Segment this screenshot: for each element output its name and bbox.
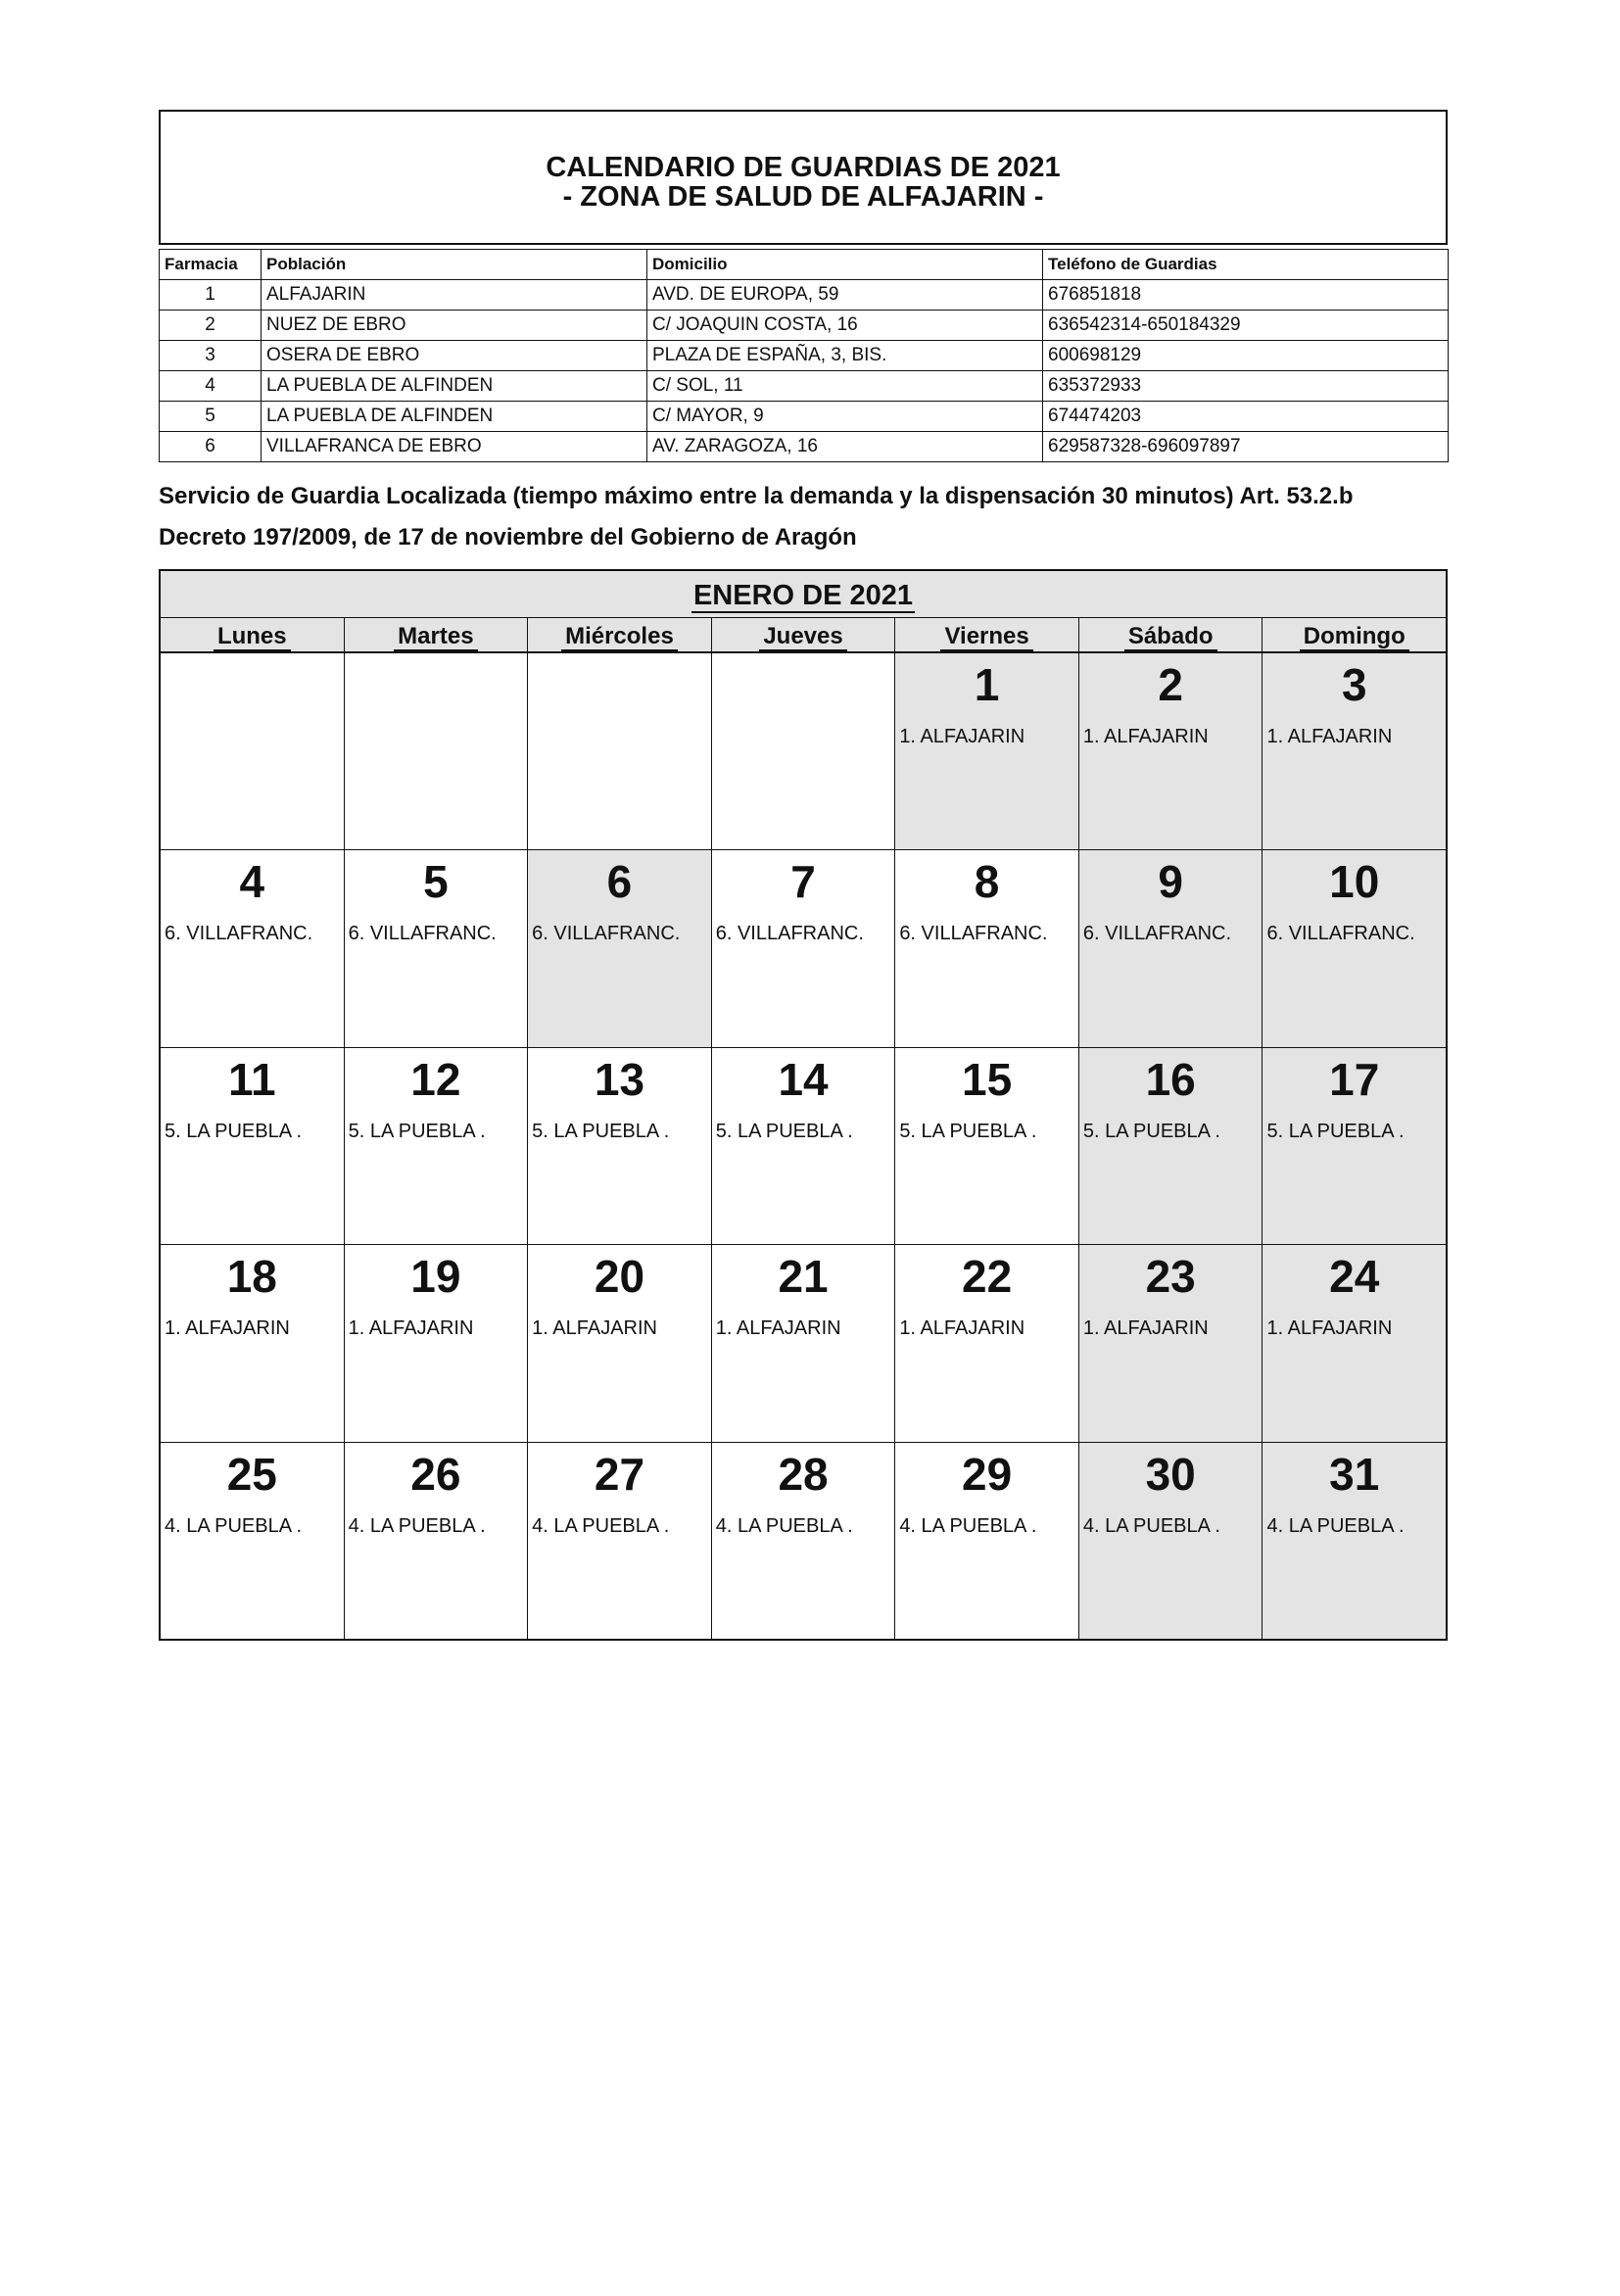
pharmacy-table-header: [160, 250, 1449, 280]
duty-pharmacy: 4. LA PUEBLA .: [532, 1514, 670, 1537]
pharmacy-town: LA PUEBLA DE ALFINDEN: [262, 371, 647, 402]
day-number: 15: [962, 1053, 1013, 1105]
calendar-day-cell: [712, 850, 896, 1046]
calendar-day-cell: [528, 1245, 712, 1441]
calendar: [159, 569, 1448, 1641]
day-number: 3: [1341, 659, 1367, 710]
calendar-day-cell: [712, 1048, 896, 1244]
legal-note-line2: Decreto 197/2009, de 17 de noviembre del Gobierno de Aragón: [159, 524, 857, 550]
weekday-header: [1263, 618, 1446, 651]
weekday-header: [712, 618, 896, 651]
day-number: 28: [778, 1448, 829, 1500]
column-header-telefono: Teléfono de Guardias: [1043, 250, 1449, 280]
calendar-day-cell: [528, 653, 712, 849]
day-number: 13: [594, 1053, 645, 1105]
day-number: 16: [1145, 1053, 1196, 1105]
duty-pharmacy: 1. ALFAJARIN: [165, 1317, 290, 1340]
calendar-day-cell: [895, 850, 1079, 1046]
pharmacy-phone: 635372933: [1043, 371, 1449, 402]
day-number: 2: [1158, 659, 1183, 710]
calendar-day-cell: [345, 1245, 529, 1441]
table-row: [160, 280, 1449, 311]
calendar-month-title: ENERO DE 2021: [161, 571, 1446, 618]
day-number: 6: [606, 856, 633, 908]
calendar-day-cell: [895, 1245, 1079, 1441]
duty-pharmacy: 6. VILLAFRANC.: [165, 923, 313, 945]
duty-pharmacy: 4. LA PUEBLA .: [1266, 1514, 1405, 1537]
pharmacy-address: AVD. DE EUROPA, 59: [647, 280, 1043, 311]
duty-pharmacy: 5. LA PUEBLA .: [348, 1120, 486, 1142]
calendar-day-cell: [161, 653, 345, 849]
calendar-day-cell: [1079, 1048, 1263, 1244]
weekday-label: Miércoles: [561, 623, 678, 651]
day-number: 11: [227, 1053, 276, 1105]
column-header-poblacion: Población: [262, 250, 647, 280]
calendar-day-cell: [895, 1048, 1079, 1244]
calendar-day-cell: [161, 850, 345, 1046]
calendar-day-cell: [1079, 1245, 1263, 1441]
calendar-day-cell: [161, 1443, 345, 1639]
column-header-domicilio: Domicilio: [647, 250, 1043, 280]
duty-pharmacy: 5. LA PUEBLA .: [165, 1120, 303, 1142]
duty-pharmacy: 4. LA PUEBLA .: [899, 1514, 1037, 1537]
day-number: 9: [1158, 856, 1183, 908]
day-number: 10: [1329, 856, 1380, 908]
pharmacy-phone: 674474203: [1043, 402, 1449, 432]
pharmacy-town: OSERA DE EBRO: [262, 341, 647, 371]
calendar-week-row: [161, 1048, 1446, 1245]
weekday-header: [528, 618, 712, 651]
day-number: 17: [1329, 1053, 1380, 1105]
pharmacy-address: C/ SOL, 11: [647, 371, 1043, 402]
day-number: 8: [974, 856, 1000, 908]
calendar-day-cell: [1079, 850, 1263, 1046]
calendar-day-cell: [1263, 1443, 1446, 1639]
day-number: 12: [410, 1053, 461, 1105]
day-number: 27: [594, 1448, 645, 1500]
calendar-week-row: [161, 1443, 1446, 1639]
calendar-day-cell: [1079, 653, 1263, 849]
weekday-header: [345, 618, 529, 651]
pharmacy-number: 1: [160, 280, 262, 311]
day-number: 21: [778, 1251, 829, 1303]
day-number: 25: [226, 1448, 277, 1500]
pharmacy-address: C/ JOAQUIN COSTA, 16: [647, 311, 1043, 341]
pharmacy-number: 6: [160, 432, 262, 462]
weekday-header: [1079, 618, 1263, 651]
calendar-week-row: [161, 1245, 1446, 1442]
calendar-day-cell: [528, 1443, 712, 1639]
duty-pharmacy: 5. LA PUEBLA .: [532, 1120, 670, 1142]
calendar-weeks: [161, 653, 1446, 1639]
weekday-header: [895, 618, 1079, 651]
day-number: 26: [410, 1448, 461, 1500]
pharmacy-town: ALFAJARIN: [262, 280, 647, 311]
duty-pharmacy: 6. VILLAFRANC.: [1082, 923, 1232, 945]
duty-pharmacy: 6. VILLAFRANC.: [348, 923, 497, 945]
weekday-label: Domingo: [1300, 623, 1409, 651]
calendar-day-cell: [161, 1048, 345, 1244]
calendar-day-cell: [712, 653, 896, 849]
calendar-day-cell: [1263, 1245, 1446, 1441]
calendar-week-row: [161, 850, 1446, 1047]
duty-pharmacy: 1. ALFAJARIN: [899, 1317, 1025, 1340]
document-title: CALENDARIO DE GUARDIAS DE 2021: [546, 152, 1061, 183]
day-number: 19: [410, 1251, 461, 1303]
duty-pharmacy: 5. LA PUEBLA .: [1082, 1120, 1220, 1142]
duty-pharmacy: 1. ALFAJARIN: [1266, 1317, 1393, 1340]
weekday-header-row: [161, 618, 1446, 653]
calendar-day-cell: [1263, 1048, 1446, 1244]
calendar-day-cell: [345, 653, 529, 849]
pharmacy-phone: 629587328-696097897: [1043, 432, 1449, 462]
day-number: 7: [790, 856, 816, 908]
day-number: 14: [778, 1053, 829, 1105]
calendar-day-cell: [345, 1443, 529, 1639]
table-row: [160, 311, 1449, 341]
duty-pharmacy: 1. ALFAJARIN: [715, 1317, 841, 1340]
table-row: [160, 402, 1449, 432]
duty-pharmacy: 1. ALFAJARIN: [899, 726, 1025, 747]
duty-pharmacy: 1. ALFAJARIN: [532, 1317, 657, 1340]
calendar-day-cell: [895, 1443, 1079, 1639]
pharmacy-number: 2: [160, 311, 262, 341]
column-header-farmacia: Farmacia: [160, 250, 262, 280]
pharmacy-phone: 600698129: [1043, 341, 1449, 371]
pharmacy-table: [159, 249, 1449, 462]
duty-pharmacy: 1. ALFAJARIN: [1082, 726, 1209, 747]
calendar-day-cell: [528, 850, 712, 1046]
duty-pharmacy: 6. VILLAFRANC.: [715, 923, 864, 945]
pharmacy-town: NUEZ DE EBRO: [262, 311, 647, 341]
duty-pharmacy: 5. LA PUEBLA .: [715, 1120, 853, 1142]
pharmacy-number: 5: [160, 402, 262, 432]
pharmacy-phone: 636542314-650184329: [1043, 311, 1449, 341]
duty-pharmacy: 6. VILLAFRANC.: [1266, 923, 1415, 945]
weekday-header: [161, 618, 345, 651]
calendar-day-cell: [1263, 850, 1446, 1046]
duty-pharmacy: 6. VILLAFRANC.: [532, 923, 681, 945]
calendar-day-cell: [712, 1245, 896, 1441]
pharmacy-address: AV. ZARAGOZA, 16: [647, 432, 1043, 462]
pharmacy-address: PLAZA DE ESPAÑA, 3, BIS.: [647, 341, 1043, 371]
day-number: 30: [1145, 1448, 1196, 1500]
table-row: [160, 341, 1449, 371]
day-number: 18: [226, 1251, 277, 1303]
duty-pharmacy: 5. LA PUEBLA .: [899, 1120, 1037, 1142]
calendar-week-row: [161, 653, 1446, 850]
duty-pharmacy: 4. LA PUEBLA .: [715, 1514, 853, 1537]
duty-pharmacy: 4. LA PUEBLA .: [1082, 1514, 1220, 1537]
day-number: 29: [962, 1448, 1013, 1500]
pharmacy-number: 4: [160, 371, 262, 402]
weekday-label: Sábado: [1124, 623, 1217, 651]
pharmacy-town: VILLAFRANCA DE EBRO: [262, 432, 647, 462]
duty-pharmacy: 4. LA PUEBLA .: [165, 1514, 303, 1537]
weekday-label: Jueves: [759, 623, 846, 651]
day-number: 24: [1329, 1251, 1380, 1303]
title-box: [159, 110, 1448, 245]
calendar-day-cell: [528, 1048, 712, 1244]
pharmacy-phone: 676851818: [1043, 280, 1449, 311]
calendar-day-cell: [345, 1048, 529, 1244]
pharmacy-number: 3: [160, 341, 262, 371]
day-number: 1: [974, 659, 1000, 710]
document-subtitle: - ZONA DE SALUD DE ALFAJARIN -: [562, 181, 1044, 213]
table-row: [160, 371, 1449, 402]
pharmacy-town: LA PUEBLA DE ALFINDEN: [262, 402, 647, 432]
duty-pharmacy: 1. ALFAJARIN: [348, 1317, 474, 1340]
calendar-day-cell: [161, 1245, 345, 1441]
pharmacy-address: C/ MAYOR, 9: [647, 402, 1043, 432]
day-number: 5: [423, 856, 449, 908]
calendar-day-cell: [1079, 1443, 1263, 1639]
day-number: 4: [239, 856, 265, 908]
duty-pharmacy: 1. ALFAJARIN: [1266, 726, 1393, 747]
day-number: 23: [1145, 1251, 1196, 1303]
duty-pharmacy: 4. LA PUEBLA .: [348, 1514, 486, 1537]
legal-note-line1: Servicio de Guardia Localizada (tiempo máximo entre la demanda y la dispensación 30 minutos) Art. 53.2.b: [159, 483, 1354, 509]
calendar-day-cell: [1263, 653, 1446, 849]
day-number: 31: [1329, 1448, 1380, 1500]
calendar-day-cell: [345, 850, 529, 1046]
duty-pharmacy: 6. VILLAFRANC.: [899, 923, 1048, 945]
weekday-label: Viernes: [940, 623, 1032, 651]
calendar-day-cell: [712, 1443, 896, 1639]
calendar-day-cell: [895, 653, 1079, 849]
day-number: 22: [962, 1251, 1013, 1303]
table-row: [160, 432, 1449, 462]
weekday-label: Lunes: [214, 623, 291, 651]
day-number: 20: [594, 1251, 645, 1303]
duty-pharmacy: 1. ALFAJARIN: [1082, 1317, 1209, 1340]
weekday-label: Martes: [394, 623, 477, 651]
duty-pharmacy: 5. LA PUEBLA .: [1266, 1120, 1405, 1142]
